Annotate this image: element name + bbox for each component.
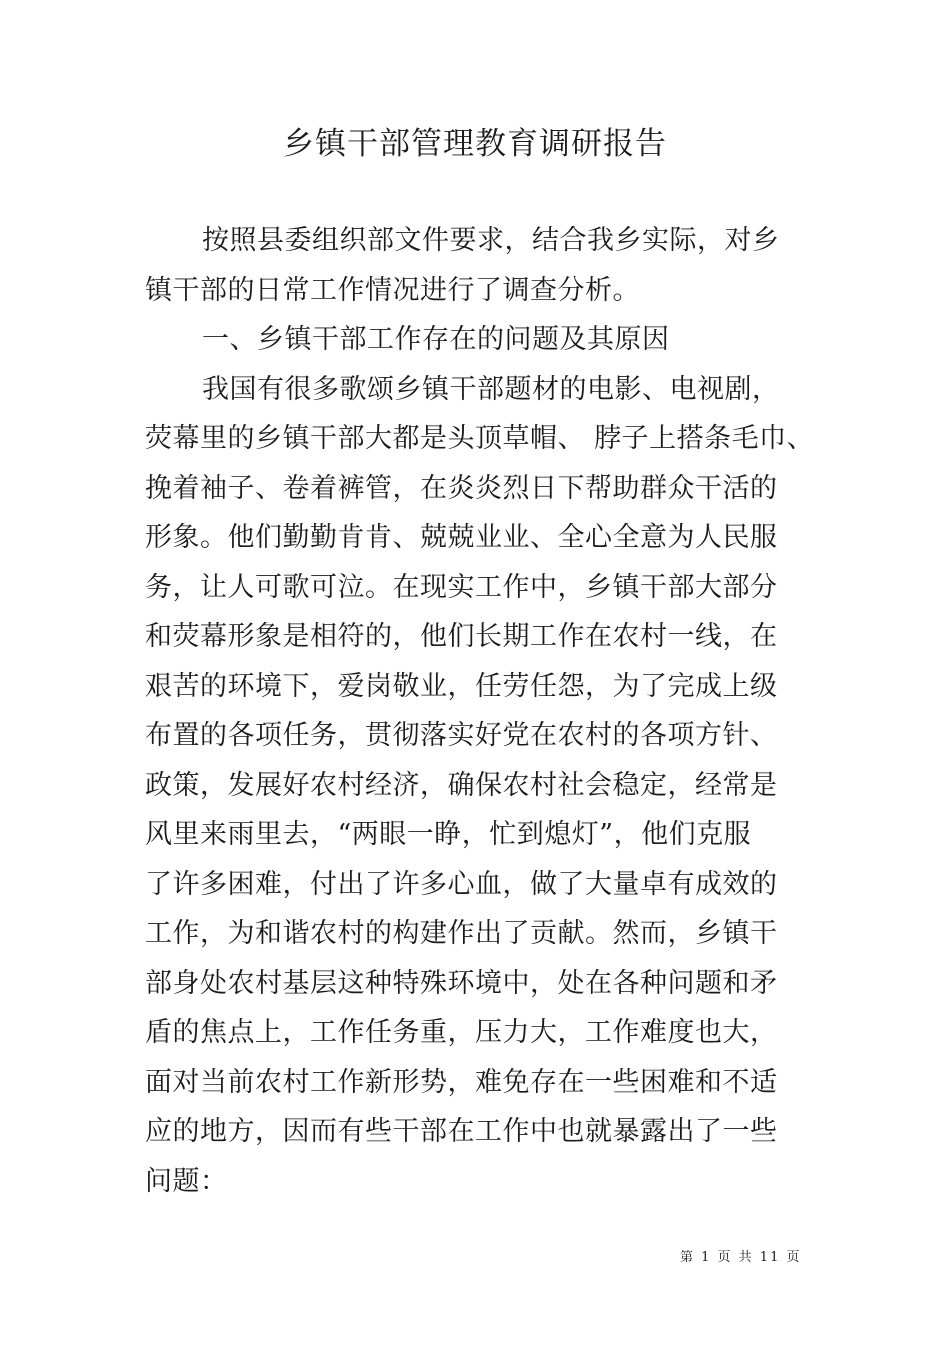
paragraph-line: 了许多困难，付出了许多心血，做了大量卓有成效的 xyxy=(145,868,778,900)
paragraph-line: 挽着袖子、卷着裤管，在炎炎烈日下帮助群众干活的 xyxy=(145,472,778,504)
paragraph-line: 艰苦的环境下，爱岗敬业，任劳任怨，为了完成上级 xyxy=(145,670,778,702)
paragraph-line: 我国有很多歌颂乡镇干部题材的电影、电视剧， xyxy=(202,373,780,405)
paragraph-line: 布置的各项任务，贯彻落实好党在农村的各项方针、 xyxy=(145,720,778,751)
paragraph-problems xyxy=(145,365,825,1207)
paragraph-line: 盾的焦点上，工作任务重，压力大，工作难度也大， xyxy=(145,1017,778,1048)
paragraph-line: 和荧幕形象是相符的，他们长期工作在农村一线，在 xyxy=(145,621,778,652)
paragraph-line: 荧幕里的乡镇干部大都是头顶草帽、 脖子上搭条毛巾、 xyxy=(145,423,815,454)
paragraph-line: 工作，为和谐农村的构建作出了贡献。然而，乡镇干 xyxy=(145,918,778,949)
paragraph-line: 风里来雨里去，“两眼一睁，忙到熄灯”，他们克服 xyxy=(145,819,752,850)
paragraph-line: 形象。他们勤勤肯肯、兢兢业业、全心全意为人民服 xyxy=(145,522,778,553)
paragraph-line: 部身处农村基层这种特殊环境中，处在各种问题和矛 xyxy=(145,967,778,999)
document-body xyxy=(145,216,825,1206)
paragraph-line: 问题： xyxy=(145,1165,228,1197)
section-heading-text: 一、乡镇干部工作存在的问题及其原因 xyxy=(202,324,670,355)
paragraph-line: 镇干部的日常工作情况进行了调查分析。 xyxy=(145,274,640,306)
paragraph-intro xyxy=(145,216,825,315)
paragraph-line: 按照县委组织部文件要求，结合我乡实际，对乡 xyxy=(202,225,780,256)
paragraph-line: 应的地方，因而有些干部在工作中也就暴露出了一些 xyxy=(145,1116,778,1147)
paragraph-line: 面对当前农村工作新形势，难免存在一些困难和不适 xyxy=(145,1066,778,1098)
page-number-footer: 第 1 页 共 11 页 xyxy=(680,1250,802,1265)
section-heading xyxy=(145,315,825,365)
document-title: 乡镇干部管理教育调研报告 xyxy=(283,126,667,162)
paragraph-line: 政策，发展好农村经济，确保农村社会稳定，经常是 xyxy=(145,769,778,801)
paragraph-line: 务，让人可歌可泣。在现实工作中，乡镇干部大部分 xyxy=(145,571,778,603)
